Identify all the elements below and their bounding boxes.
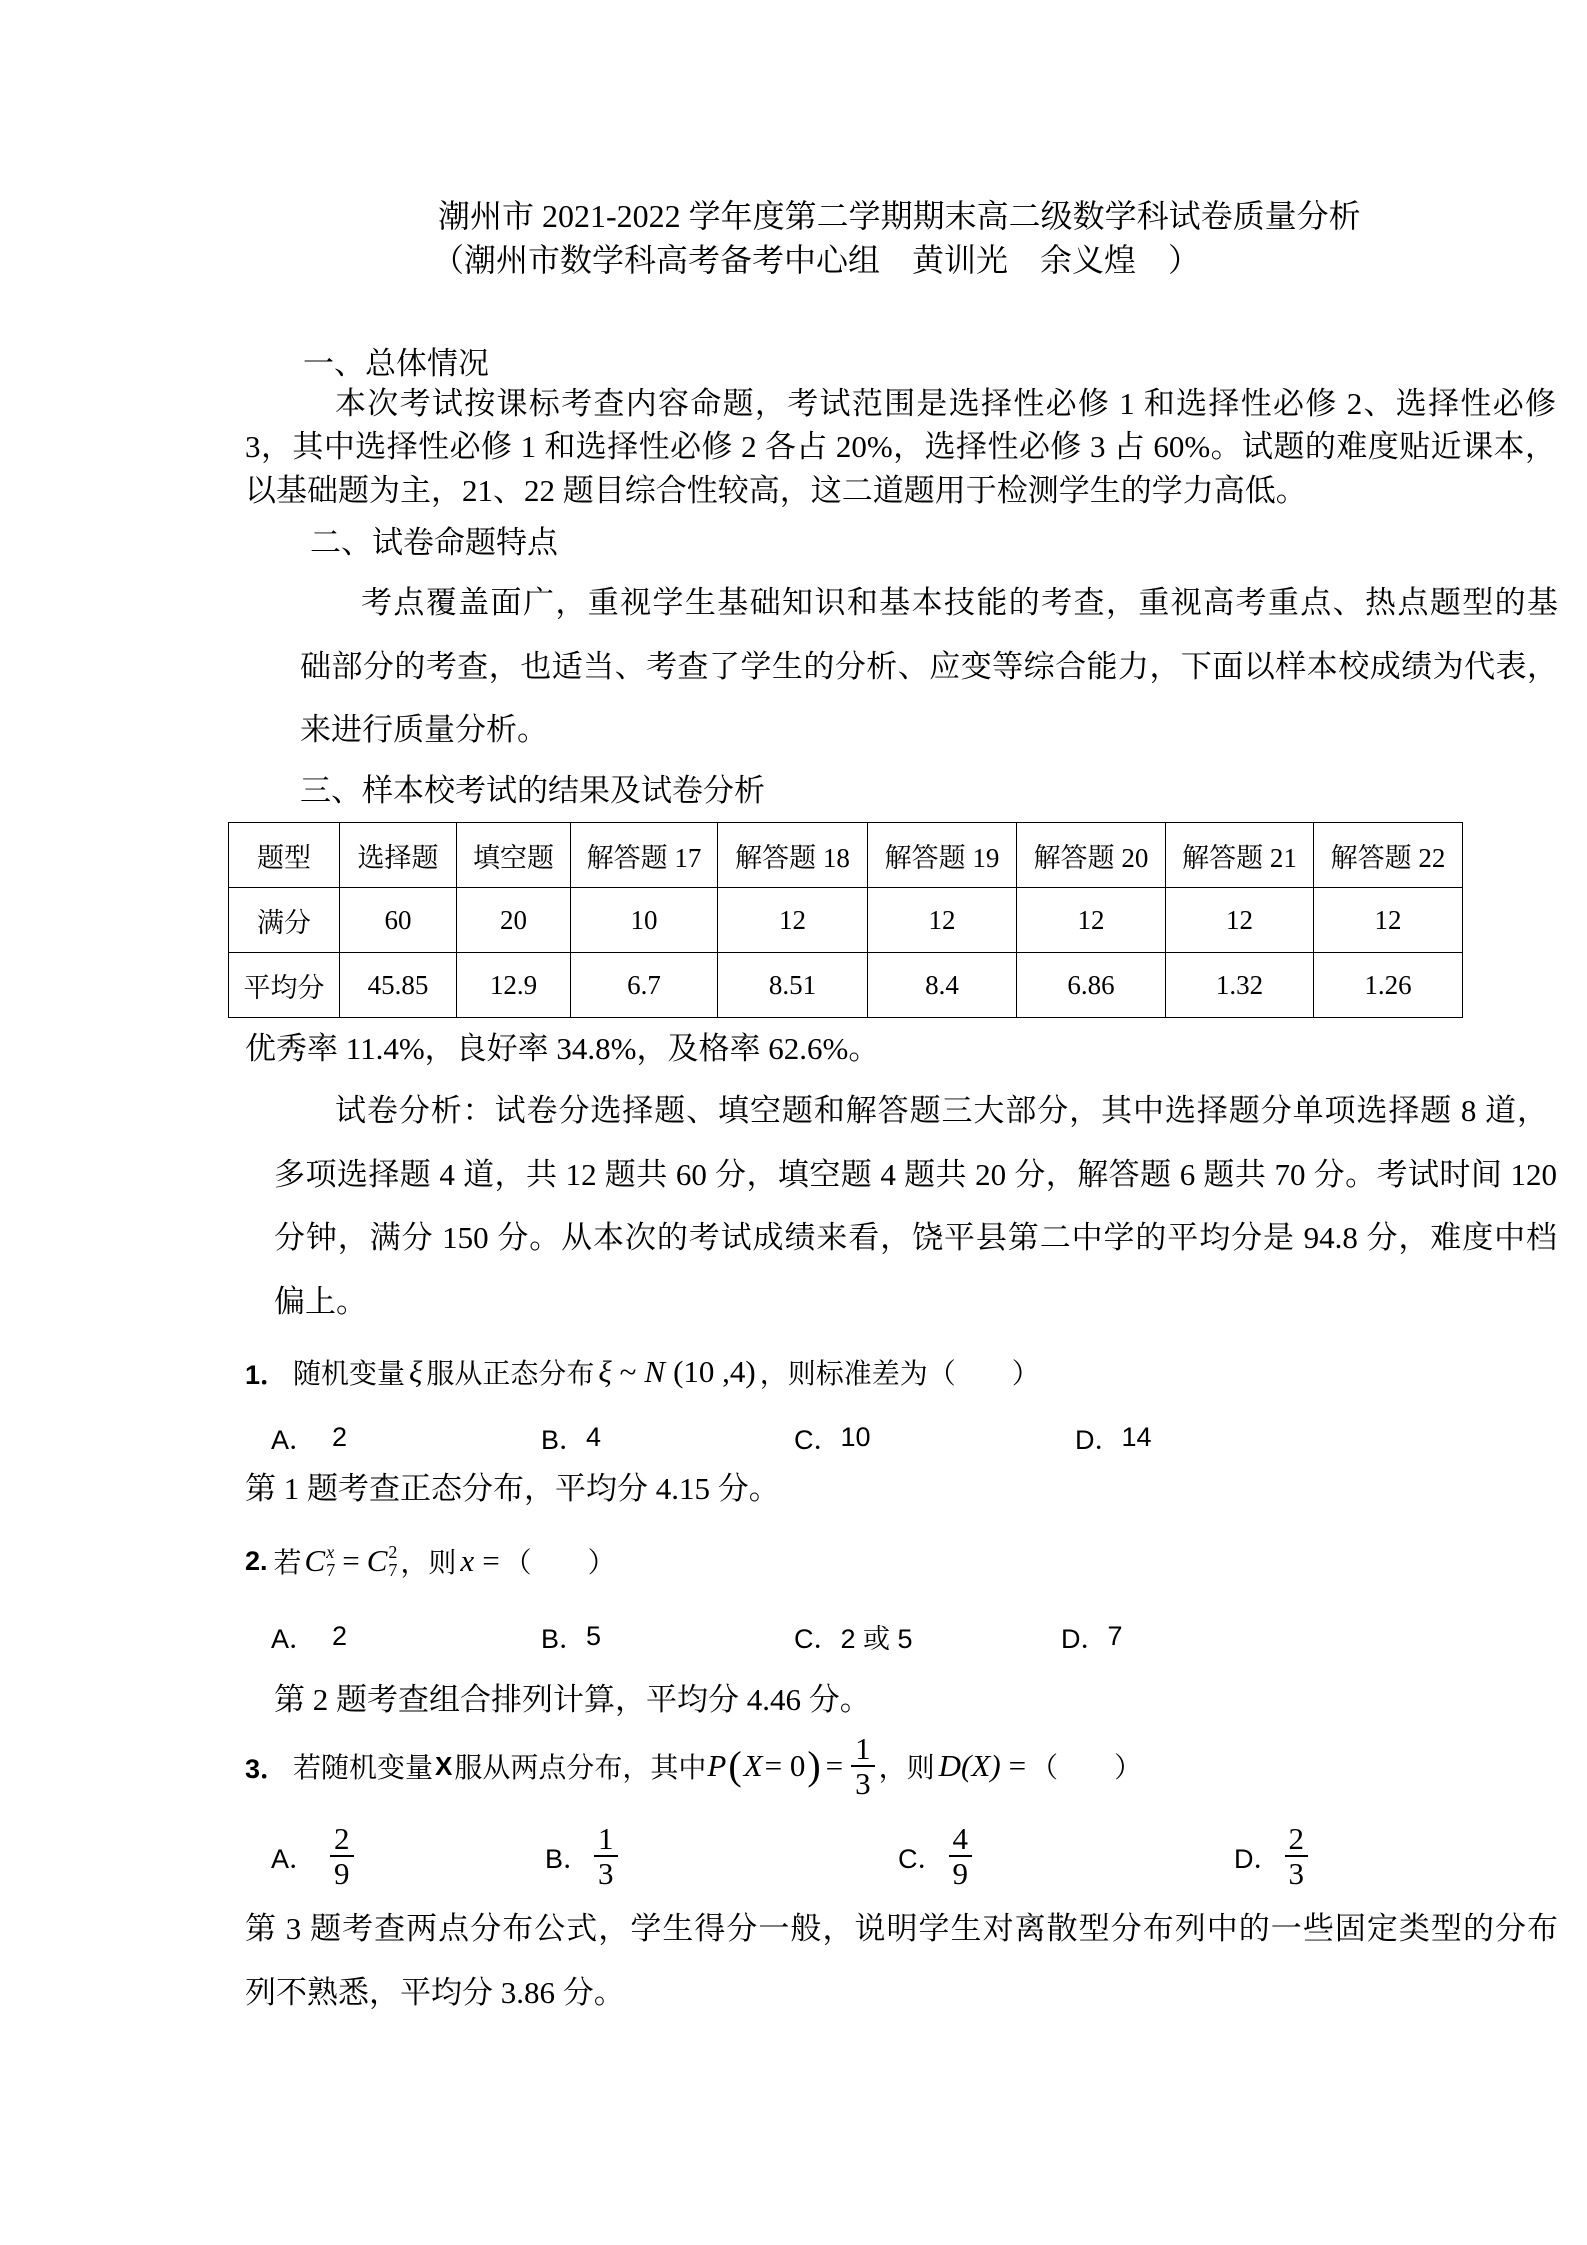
table-row-average	[229, 953, 1463, 1018]
question-text: 若随机变量	[293, 1753, 434, 1784]
fraction-numerator: 4	[952, 1821, 968, 1856]
question-number: 2.	[245, 1545, 268, 1576]
option-label: D．	[1075, 1424, 1122, 1455]
paragraph-line: 来进行质量分析。	[300, 712, 548, 747]
math-variable: X	[743, 1748, 763, 1783]
fraction-numerator: 1	[598, 1821, 614, 1856]
option-a	[271, 1616, 347, 1656]
math-equals: =	[342, 1543, 360, 1578]
fraction-denominator: 9	[330, 1855, 354, 1890]
question-comment: 第 3 题考查两点分布公式，学生得分一般，说明学生对离散型分布列中的一些固定类型的分布	[245, 1911, 1558, 1946]
option-value: 2	[332, 1620, 348, 1651]
option-value: 4	[586, 1421, 602, 1452]
math-equals: =	[1008, 1748, 1027, 1783]
combination-base: C	[304, 1543, 326, 1578]
table-cell: 20	[457, 888, 571, 953]
table-header-cell: 解答题 20	[1017, 823, 1166, 888]
option-label: C．	[794, 1424, 841, 1455]
table-cell: 平均分	[229, 953, 340, 1018]
table-header-cell: 解答题 21	[1166, 823, 1314, 888]
section-heading-features: 二、试卷命题特点	[310, 525, 558, 560]
question-comment: 第 1 题考查正态分布，平均分 4.15 分。	[245, 1471, 780, 1506]
math-expression: D(X)	[938, 1748, 1001, 1783]
option-b	[545, 1818, 622, 1894]
table-cell: 60	[340, 888, 457, 953]
option-label: A．	[271, 1424, 317, 1455]
pass-rates: 优秀率 11.4%，良好率 34.8%，及格率 62.6%。	[245, 1031, 880, 1066]
option-label: A．	[271, 1843, 317, 1874]
question-text: ，则标准差为（ ）	[759, 1359, 1040, 1390]
option-d	[1061, 1616, 1123, 1656]
fraction-denominator: 3	[594, 1855, 618, 1890]
table-cell: 45.85	[340, 953, 457, 1018]
option-label: D．	[1061, 1623, 1108, 1654]
option-c	[794, 1616, 913, 1656]
paragraph-line: 考点覆盖面广，重视学生基础知识和基本技能的考查，重视高考重点、热点题型的基	[361, 585, 1558, 620]
question-3	[245, 1731, 1142, 1801]
table-cell: 12	[868, 888, 1017, 953]
analysis-line: 多项选择题 4 道，共 12 题共 60 分，填空题 4 题共 20 分，解答题 6 题共 70 分。考试时间 120	[274, 1157, 1557, 1192]
paragraph-line: 3，其中选择性必修 1 和选择性必修 2 各占 20%，选择性必修 3 占 60%。试题的难度贴近课本，	[245, 429, 1556, 464]
math-variable: ξ	[409, 1354, 423, 1389]
table-header-cell: 解答题 18	[718, 823, 868, 888]
table-header-cell: 解答题 22	[1314, 823, 1463, 888]
option-label: C．	[898, 1843, 945, 1874]
question-comment: 列不熟悉，平均分 3.86 分。	[245, 1975, 625, 2010]
math-distribution-name: N	[644, 1354, 666, 1389]
option-a	[271, 1818, 358, 1894]
table-cell: 10	[571, 888, 718, 953]
question-comment: 第 2 题考查组合排列计算，平均分 4.46 分。	[274, 1682, 871, 1717]
score-table	[228, 822, 1463, 1018]
option-value: 5	[586, 1620, 602, 1651]
combination-sub: 7	[388, 1560, 398, 1580]
combination-sup: x	[326, 1542, 335, 1562]
option-label: B．	[545, 1843, 591, 1874]
section-heading-results: 三、样本校考试的结果及试卷分析	[300, 773, 765, 808]
question-number: 3．	[245, 1753, 288, 1784]
fraction-denominator: 9	[949, 1855, 973, 1890]
fraction-numerator: 2	[334, 1821, 350, 1856]
option-label: D．	[1234, 1843, 1281, 1874]
combination-scripts	[326, 1543, 335, 1579]
option-b	[541, 1616, 601, 1656]
combination-lhs	[305, 1543, 336, 1579]
table-cell: 12	[1166, 888, 1314, 953]
paragraph-line: 以基础题为主，21、22 题目综合性较高，这二道题用于检测学生的学力高低。	[245, 473, 1307, 508]
math-equals: =	[825, 1748, 844, 1783]
option-a	[271, 1417, 347, 1457]
option-value: 2 或 5	[840, 1623, 913, 1654]
option-label: B．	[541, 1424, 587, 1455]
table-body	[229, 823, 1463, 1018]
option-label: A．	[271, 1623, 317, 1654]
table-header-cell: 题型	[229, 823, 340, 888]
analysis-line: 偏上。	[274, 1284, 367, 1319]
table-cell: 6.7	[571, 953, 718, 1018]
table-row-full-score	[229, 888, 1463, 953]
table-cell: 满分	[229, 888, 340, 953]
math-tilde: ~	[619, 1354, 637, 1389]
question-number: 1．	[245, 1359, 288, 1390]
paragraph-line: 础部分的考查，也适当、考查了学生的分析、应变等综合能力，下面以样本校成绩为代表，	[300, 649, 1558, 684]
option-fraction	[330, 1822, 354, 1890]
math-distribution-params: (10 ,4)	[673, 1354, 756, 1389]
question-text: （ ）	[503, 1548, 616, 1579]
combination-base: C	[366, 1543, 388, 1578]
option-fraction	[1285, 1822, 1309, 1890]
table-cell: 8.4	[868, 953, 1017, 1018]
option-fraction	[594, 1822, 618, 1890]
fraction	[851, 1732, 875, 1800]
option-fraction	[949, 1822, 973, 1890]
question-text: ，则	[400, 1548, 457, 1579]
combination-sup: 2	[388, 1542, 398, 1562]
fraction-denominator: 3	[851, 1765, 875, 1800]
table-cell: 12.9	[457, 953, 571, 1018]
math-condition: = 0	[764, 1748, 806, 1783]
combination-scripts	[388, 1543, 397, 1579]
fraction-numerator: 1	[855, 1731, 871, 1766]
question-2	[245, 1536, 616, 1586]
table-cell: 1.32	[1166, 953, 1314, 1018]
option-value: 10	[840, 1421, 871, 1452]
question-text: 若	[273, 1548, 302, 1579]
table-header-cell: 解答题 17	[571, 823, 718, 888]
table-cell: 12	[1314, 888, 1463, 953]
table-cell: 1.26	[1314, 953, 1463, 1018]
table-header-cell: 填空题	[457, 823, 571, 888]
document-title: 潮州市 2021-2022 学年度第二学期期末高二级数学科试卷质量分析	[438, 198, 1361, 234]
math-variable: x	[460, 1543, 475, 1578]
math-equals: =	[482, 1543, 500, 1578]
table-cell: 12	[1017, 888, 1166, 953]
question-text: 服从两点分布，其中	[454, 1753, 707, 1784]
math-variable: X	[435, 1750, 453, 1781]
question-1	[245, 1352, 1040, 1392]
question-text: 服从正态分布	[426, 1359, 595, 1390]
table-cell: 6.86	[1017, 953, 1166, 1018]
option-value: 14	[1121, 1421, 1152, 1452]
table-header-cell: 解答题 19	[868, 823, 1017, 888]
math-variable: ξ	[598, 1354, 612, 1389]
fraction-denominator: 3	[1285, 1855, 1309, 1890]
option-label: C．	[794, 1623, 841, 1654]
option-d	[1234, 1818, 1312, 1894]
option-value: 7	[1107, 1620, 1123, 1651]
math-paren-close: )	[807, 1743, 821, 1788]
option-d	[1075, 1417, 1152, 1457]
combination-sub: 7	[326, 1560, 336, 1580]
section-heading-overview: 一、总体情况	[303, 346, 489, 381]
table-header-cell: 选择题	[340, 823, 457, 888]
option-value: 2	[332, 1421, 348, 1452]
math-function: P	[707, 1748, 727, 1783]
question-text: ，则	[878, 1753, 935, 1784]
analysis-line: 试卷分析：试卷分选择题、填空题和解答题三大部分，其中选择题分单项选择题 8 道，	[335, 1093, 1548, 1128]
combination-rhs	[367, 1543, 398, 1579]
table-cell: 12	[718, 888, 868, 953]
math-paren-open: (	[728, 1743, 742, 1788]
question-text: （ ）	[1030, 1753, 1143, 1784]
option-c	[898, 1818, 976, 1894]
option-c	[794, 1417, 871, 1457]
fraction-numerator: 2	[1288, 1821, 1304, 1856]
analysis-line: 分钟，满分 150 分。从本次的考试成绩来看，饶平县第二中学的平均分是 94.8 分，难度中档	[274, 1220, 1557, 1255]
table-header-row	[229, 823, 1463, 888]
option-b	[541, 1417, 601, 1457]
paragraph-line: 本次考试按课标考查内容命题，考试范围是选择性必修 1 和选择性必修 2、选择性必修	[335, 386, 1556, 421]
question-text: 随机变量	[293, 1359, 406, 1390]
document-subtitle: （潮州市数学科高考备考中心组 黄训光 余义煌 ）	[432, 242, 1201, 278]
option-label: B．	[541, 1623, 587, 1654]
table-cell: 8.51	[718, 953, 868, 1018]
